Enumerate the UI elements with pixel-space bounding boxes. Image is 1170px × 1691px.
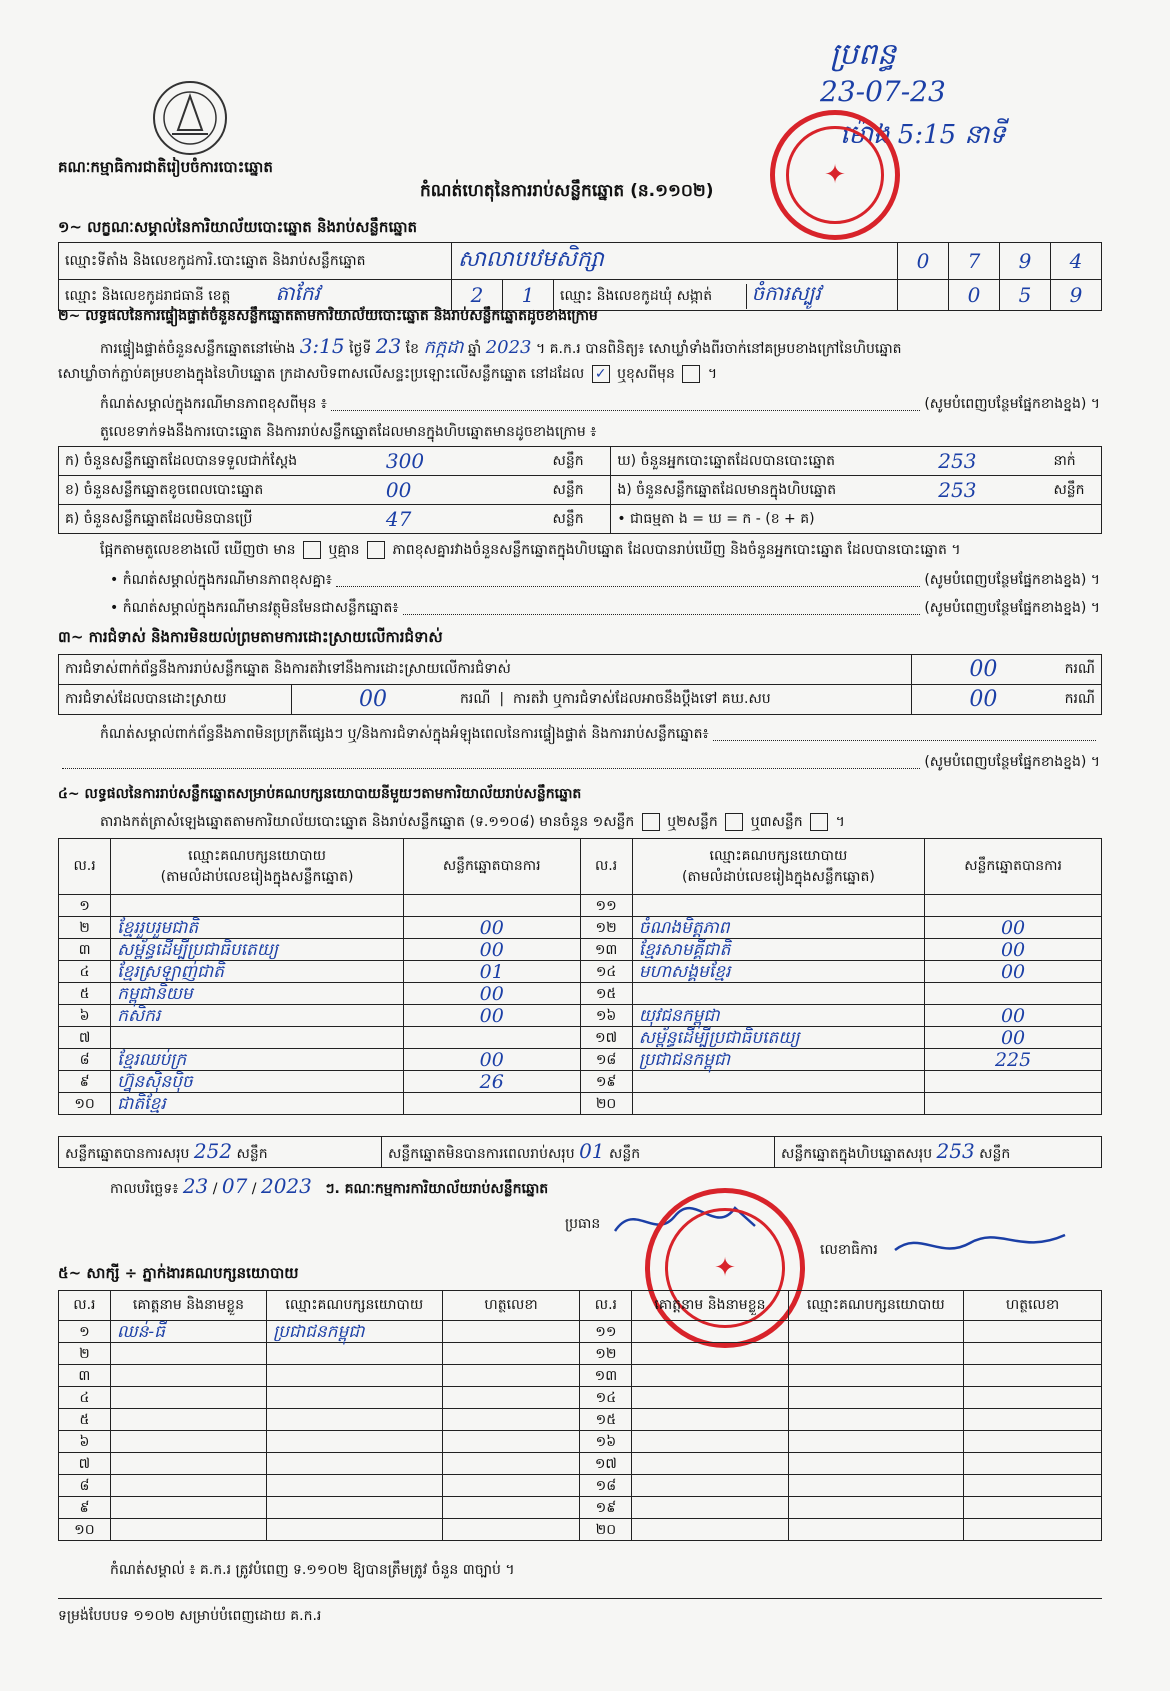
totals-table: សន្លឹកឆ្នោតបានការសរុប 252 សន្លឹក សន្លឹកឆ្នោតមិនបានការពេលរាប់សរុប 01 សន្លឹក សន្លឹកឆ្នោតក្នុងហិបឆ្នោតសរុប 253 សន្លឹក — [58, 1136, 1102, 1168]
witness-party: ប្រជាជនកម្ពុជា — [267, 1321, 443, 1343]
table-row — [59, 1497, 1102, 1519]
commune-value: ចំការស្បូវ — [751, 281, 821, 305]
witness-name — [632, 1453, 788, 1475]
date-line: កាលបរិច្ឆេទ៖ 23 / 07 / 2023 ៗ. គណៈកម្មការការិយាល័យរាប់សន្លឹកឆ្នោត — [110, 1174, 549, 1198]
check-month: កក្កដា — [423, 337, 464, 358]
row-number: ១៦ — [580, 1005, 632, 1027]
valid-votes: 00 — [925, 917, 1102, 939]
party-name: កម្ពុជានិយម — [111, 983, 404, 1005]
witness-party — [788, 1409, 964, 1431]
annotation-date: 23-07-23 — [820, 75, 946, 108]
table-row — [59, 895, 1102, 917]
witness-name — [632, 1321, 788, 1343]
witness-signature — [964, 1497, 1102, 1519]
row-number: ១២ — [580, 1343, 632, 1365]
party-name — [632, 983, 924, 1005]
row-number: ៨ — [59, 1475, 111, 1497]
formula-note: • ជាធម្មតា ង = ឃ = ក - (ខ + គ) — [611, 505, 1102, 534]
commune-code-1: 0 — [949, 280, 1000, 311]
date-month: 07 — [221, 1174, 248, 1198]
valid-votes: 00 — [403, 1005, 580, 1027]
row-number: ៥ — [59, 1409, 111, 1431]
witness-signature — [442, 1475, 580, 1497]
witness-signature — [442, 1321, 580, 1343]
witness-signature — [442, 1519, 580, 1541]
row-number: ៧ — [59, 1027, 111, 1049]
commune-label: ឈ្មោះ និងលេខកូដឃុំ សង្កាត់ — [554, 284, 747, 309]
total-invalid-value: 01 — [579, 1139, 605, 1163]
row-number: ៧ — [59, 1453, 111, 1475]
party-name: ខ្មែររួបរួមជាតិ — [111, 917, 404, 939]
row-d-value: 253 — [932, 447, 1047, 476]
valid-votes: 00 — [925, 939, 1102, 961]
commune-code-2: 5 — [1000, 280, 1051, 311]
province-code-2: 1 — [503, 280, 554, 311]
witness-signature — [442, 1365, 580, 1387]
party-name: ខ្មែរស្រឡាញ់ជាតិ — [111, 961, 404, 983]
row-number: ៤ — [59, 1387, 111, 1409]
resolved-value: 00 — [292, 685, 455, 715]
section2-heading: ២~ លទ្ធផលនៃការផ្ទៀងផ្ទាត់ចំនួនសន្លឹកឆ្នោតតាមការិយាល័យបោះឆ្នោត និងរាប់សន្លឹកឆ្នោតដូចខាងក្រោម — [58, 308, 598, 324]
row-number: ១៧ — [580, 1453, 632, 1475]
table-row — [59, 961, 1102, 983]
total-valid-label: សន្លឹកឆ្នោតបានការសរុប — [65, 1146, 190, 1162]
row-number: ៣ — [59, 939, 111, 961]
total-invalid-label: សន្លឹកឆ្នោតមិនបានការពេលរាប់សរុប — [388, 1146, 575, 1162]
two-sheet-checkbox[interactable] — [725, 813, 743, 831]
has-difference-checkbox[interactable] — [303, 541, 321, 559]
row-c-label: គ) ចំនួនសន្លឹកឆ្នោតដែលមិនបានប្រើ — [59, 505, 380, 534]
station-value: សាលាបឋមសិក្សា — [452, 243, 898, 280]
witness-party — [788, 1343, 964, 1365]
witness-name — [632, 1497, 788, 1519]
complaints-table: ការជំទាស់ពាក់ព័ន្ធនឹងការរាប់សន្លឹកឆ្នោត និងការតវ៉ាទៅនឹងការដោះស្រាយលើការជំទាស់ 00 ករណី ការជំទាស់ដែលបានដោះស្រាយ 00 ករណី | ការតវ៉ា ឬការជំទាស់ដែលអាចនឹងប្តឹងទៅ គឃ.សប 00 ករណី — [58, 654, 1102, 715]
date-day: 23 — [182, 1174, 209, 1198]
committee-name: គណៈកម្មាធិការជាតិរៀបចំការបោះឆ្នោត — [58, 158, 273, 176]
row-number: ១៤ — [580, 961, 632, 983]
total-valid-value: 252 — [193, 1139, 233, 1163]
party-name: យុវជនកម្ពុជា — [632, 1005, 924, 1027]
row-number: ៤ — [59, 961, 111, 983]
witness-signature — [442, 1387, 580, 1409]
witness-name — [632, 1519, 788, 1541]
witness-party — [267, 1453, 443, 1475]
station-code-3: 9 — [1000, 243, 1051, 280]
row-number: ២ — [59, 917, 111, 939]
valid-votes: 00 — [403, 1049, 580, 1071]
table-row — [59, 1027, 1102, 1049]
bullet2-line: • កំណត់សម្គាល់ក្នុងករណីមានវត្ថុមិនមែនជាសន្លឹកឆ្នោត៖ (សូមបំពេញបន្ថែមផ្នែកខាងខ្នង) ។ — [110, 600, 1100, 616]
witness-name — [110, 1519, 266, 1541]
valid-votes: 01 — [403, 961, 580, 983]
row-a-label: ក) ចំនួនសន្លឹកឆ្នោតដែលបានទទួលជាក់ស្តែង — [59, 447, 380, 476]
witness-party — [788, 1321, 964, 1343]
party-name: ចំណងមិត្តភាព — [632, 917, 924, 939]
witness-name — [632, 1475, 788, 1497]
row-a-value: 300 — [380, 447, 547, 476]
row-number: ១០ — [59, 1519, 111, 1541]
witness-name — [632, 1431, 788, 1453]
total-box-value: 253 — [936, 1139, 975, 1163]
valid-votes — [403, 1027, 580, 1049]
row-number: ១៨ — [580, 1049, 632, 1071]
table-row — [59, 1071, 1102, 1093]
table-row — [59, 917, 1102, 939]
witness-name — [110, 1365, 266, 1387]
witness-signature — [964, 1519, 1102, 1541]
row-number: ៦ — [59, 1431, 111, 1453]
station-code-1: 0 — [898, 243, 949, 280]
party-name: ហ្វ៊ុនស៊ិនប៉ិច — [111, 1071, 404, 1093]
valid-votes: 00 — [925, 961, 1102, 983]
witness-name — [632, 1343, 788, 1365]
witness-name — [632, 1365, 788, 1387]
witness-signature — [442, 1453, 580, 1475]
witness-party — [788, 1365, 964, 1387]
party-name: ខ្មែរសាមគ្គីជាតិ — [632, 939, 924, 961]
witness-signature — [442, 1409, 580, 1431]
valid-votes: 26 — [403, 1071, 580, 1093]
party-name: សម្ព័ន្ធដើម្បីប្រជាធិបតេយ្យ — [632, 1027, 924, 1049]
party-name: កសិករ — [111, 1005, 404, 1027]
sign-committee: ៗ. គណៈកម្មការការិយាល័យរាប់សន្លឹកឆ្នោត — [325, 1181, 549, 1197]
party-results-body — [59, 895, 1102, 1115]
section4-intro: តារាងកត់ត្រាសំឡេងឆ្នោតតាមការិយាល័យបោះឆ្នោត និងរាប់សន្លឹកឆ្នោត (ទ.១១០៨) មានចំនួន ១សន្លឹក ឬ២សន្លឹក ឬ៣សន្លឹក ។ — [100, 814, 845, 830]
witness-signature — [442, 1431, 580, 1453]
valid-votes — [403, 1093, 580, 1115]
row-e-label: ង) ចំនួនសន្លឹកឆ្នោតដែលមានក្នុងហិបឆ្នោត — [611, 476, 932, 505]
national-emblem-icon — [150, 78, 230, 158]
check-day: 23 — [375, 334, 402, 358]
section2-intro: តួលេខទាក់ទងនឹងការបោះឆ្នោត និងការរាប់សន្លឹកឆ្នោតដែលមានក្នុងហិបឆ្នោតមានដូចខាងក្រោម ៖ — [100, 424, 597, 440]
row-number: ១១ — [580, 895, 632, 917]
form-identifier: ទម្រង់បែបបទ ១១០២ សម្រាប់បំពេញដោយ គ.ក.រ — [58, 1608, 322, 1624]
three-sheet-checkbox[interactable] — [810, 813, 828, 831]
valid-votes: 00 — [925, 1027, 1102, 1049]
table-row — [59, 1005, 1102, 1027]
row-b-value: 00 — [380, 476, 547, 505]
witness-party — [788, 1453, 964, 1475]
valid-votes: 00 — [403, 939, 580, 961]
table-row — [59, 1431, 1102, 1453]
party-name — [111, 1027, 404, 1049]
witness-signature — [964, 1453, 1102, 1475]
changed-checkbox[interactable] — [682, 365, 700, 383]
row-number: ១២ — [580, 917, 632, 939]
row-number: ៨ — [59, 1049, 111, 1071]
ballot-count-table: ក) ចំនួនសន្លឹកឆ្នោតដែលបានទទួលជាក់ស្តែង 300 សន្លឹក ឃ) ចំនួនអ្នកបោះឆ្នោតដែលបានបោះឆ្នោត 253 នាក់ ខ) ចំនួនសន្លឹកឆ្នោតខូចពេលបោះឆ្នោត 00 សន្លឹក ង) ចំនួនសន្លឹកឆ្នោតដែលមានក្នុងហិបឆ្នោត 253 សន្លឹក គ) ចំនួនសន្លឹកឆ្នោតដែលមិនបានប្រើ 47 សន្លឹក • ជាធម្មតា ង = ឃ = ក - (ខ + គ) — [58, 446, 1102, 534]
witness-party — [267, 1409, 443, 1431]
section2-para2: សោឃ្លាំចាក់ភ្ជាប់គម្របខាងក្នុងនៃហិបឆ្នោត ក្រដាសបិទពាសលើសន្ទះប្រឡោះលើសន្លឹកឆ្នោត នៅដដែល ✓ ឬខុសពីមុន ។ — [58, 366, 718, 382]
section2-para1: ការផ្ទៀងផ្ទាត់ចំនួនសន្លឹកឆ្នោតនៅម៉ោង 3:15 ថ្ងៃទី 23 ខែ កក្កដា ឆ្នាំ 2023 ។ គ.ក.រ បានពិនិត្យ៖ សោឃ្លាំទាំងពីរចាក់នៅគម្របខាងក្រៅនៃហិបឆ្នោត — [100, 334, 902, 358]
row-number: ១៣ — [580, 1365, 632, 1387]
row-number: ១០ — [59, 1093, 111, 1115]
party-results-table: ល.រ ឈ្មោះគណបក្សនយោបាយ (តាមលំដាប់លេខរៀងក្នុងសន្លឹកឆ្នោត) សន្លឹកឆ្នោតបានការ ល.រ ឈ្មោះគណបក្សនយោបាយ (តាមលំដាប់លេខរៀងក្នុងសន្លឹកឆ្នោត) សន្លឹកឆ្នោតបានការ ១ ១១ ២ ខ្មែររួបរួមជាតិ 00 ១២ ចំណងមិត្តភាព 00 ៣ សម្ព័ន្ធដើម្បីប្រជាធិបតេយ្យ 00 ១៣ ខ្មែរសាមគ្គីជាតិ 00 ៤ ខ្មែរស្រឡាញ់ជាតិ 01 ១៤ មហាសង្គមខ្មែរ 00 ៥ កម្ពុជានិយម 00 ១៥ ៦ កសិករ 00 ១៦ យុវជនកម្ពុជា 00 ៧ ១៧ សម្ព័ន្ធដើម្បីប្រជាធិបតេយ្យ 00 ៨ ខ្មែរឈប់ក្រ 00 ១៨ ប្រជាជនកម្ពុជា 225 ៩ ហ្វ៊ុនស៊ិនប៉ិច 26 ១៩ ១០ ជាតិខ្មែរ ២០ — [58, 838, 1102, 1115]
check-year: 2023 — [485, 337, 532, 358]
table-row — [59, 1321, 1102, 1343]
complaint-value: 00 — [912, 655, 1055, 685]
no-difference-checkbox[interactable] — [367, 541, 385, 559]
footer-divider — [58, 1598, 1102, 1599]
valid-votes — [925, 983, 1102, 1005]
row-number: ២០ — [580, 1093, 632, 1115]
row-e-value: 253 — [932, 476, 1047, 505]
witness-name: ឈន់-ធី — [110, 1321, 266, 1343]
valid-votes: 225 — [925, 1049, 1102, 1071]
secretary-label: លេខាធិការ — [820, 1242, 878, 1258]
table-row — [59, 939, 1102, 961]
table-row — [59, 1519, 1102, 1541]
witness-signature — [964, 1431, 1102, 1453]
annotation-top: ប្រពន្ធ — [830, 37, 897, 72]
one-sheet-checkbox[interactable] — [642, 813, 660, 831]
row-number: ៩ — [59, 1497, 111, 1519]
witness-name — [110, 1409, 266, 1431]
witness-body — [59, 1321, 1102, 1541]
row-number: ៥ — [59, 983, 111, 1005]
witness-signature — [964, 1387, 1102, 1409]
complaint-label: ការជំទាស់ពាក់ព័ន្ធនឹងការរាប់សន្លឹកឆ្នោត និងការតវ៉ាទៅនឹងការដោះស្រាយលើការជំទាស់ — [59, 655, 912, 685]
witness-party — [267, 1365, 443, 1387]
witness-party — [267, 1343, 443, 1365]
witness-party — [267, 1519, 443, 1541]
row-d-label: ឃ) ចំនួនអ្នកបោះឆ្នោតដែលបានបោះឆ្នោត — [611, 447, 932, 476]
appeal-value: 00 — [912, 685, 1055, 715]
witness-party — [267, 1497, 443, 1519]
row-number: ១៩ — [580, 1071, 632, 1093]
page-title: កំណត់ហេតុនៃការរាប់សន្លឹកឆ្នោត (ន.១១០២) — [420, 181, 714, 201]
footer-note: កំណត់សម្គាល់ ៖ គ.ក.រ ត្រូវបំពេញ ទ.១១០២ ឱ្យបានត្រឹមត្រូវ ចំនួន ៣ច្បាប់ ។ — [110, 1562, 515, 1578]
province-code-1: 2 — [452, 280, 503, 311]
resolved-label: ការជំទាស់ដែលបានដោះស្រាយ — [59, 685, 292, 715]
witness-signature — [964, 1409, 1102, 1431]
row-number: ១៥ — [580, 1409, 632, 1431]
station-code-4: 4 — [1051, 243, 1102, 280]
row-number: ១៩ — [580, 1497, 632, 1519]
check-time: 3:15 — [299, 334, 345, 358]
witness-name — [110, 1453, 266, 1475]
table-row — [59, 1343, 1102, 1365]
table-row — [59, 1409, 1102, 1431]
table-row — [59, 1475, 1102, 1497]
section3-heading: ៣~ ការជំទាស់ និងការមិនយល់ព្រមតាមការដោះស្រាយលើការជំទាស់ — [58, 628, 443, 646]
secretary-signature-icon — [890, 1225, 1070, 1265]
difference-line: ផ្អែកតាមតួលេខខាងលើ ឃើញថា មាន ឬគ្មាន ភាពខុសគ្នារវាងចំនួនសន្លឹកឆ្នោតក្នុងហិបឆ្នោត ដែលបានរាប់ឃើញ និងចំនួនអ្នកបោះឆ្នោត ដែលបានបោះឆ្នោត ។ — [100, 542, 961, 558]
table-row — [59, 1387, 1102, 1409]
valid-votes: 00 — [403, 983, 580, 1005]
party-name: មហាសង្គមខ្មែរ — [632, 961, 924, 983]
valid-votes — [925, 895, 1102, 917]
annotation-time: ម៉ោង 5:15 នាទី — [840, 120, 1006, 150]
section3-note: កំណត់សម្គាល់ពាក់ព័ន្ធនឹងភាពមិនប្រក្រតីផ្សេងៗ ឬ/និងការជំទាស់ក្នុងអំឡុងពេលនៃការផ្ទៀងផ្ទាត់ និងការរាប់សន្លឹកឆ្នោត៖ — [100, 724, 1100, 745]
row-number: ១៦ — [580, 1431, 632, 1453]
valid-votes: 00 — [925, 1005, 1102, 1027]
table-row — [59, 1049, 1102, 1071]
row-number: ១៤ — [580, 1387, 632, 1409]
witness-party — [788, 1519, 964, 1541]
row-b-label: ខ) ចំនួនសន្លឹកឆ្នោតខូចពេលបោះឆ្នោត — [59, 476, 380, 505]
committee-seal-icon: ✦ — [645, 1188, 805, 1348]
table-row — [59, 1365, 1102, 1387]
row-number: ៦ — [59, 1005, 111, 1027]
witness-party — [267, 1431, 443, 1453]
row-number: ១៧ — [580, 1027, 632, 1049]
valid-votes: 00 — [403, 917, 580, 939]
total-box-label: សន្លឹកឆ្នោតក្នុងហិបឆ្នោតសរុប — [781, 1146, 933, 1162]
witness-name — [110, 1431, 266, 1453]
witness-party — [788, 1387, 964, 1409]
witness-name — [110, 1387, 266, 1409]
witness-name — [110, 1343, 266, 1365]
valid-votes — [925, 1093, 1102, 1115]
witness-party — [267, 1475, 443, 1497]
row-number: ២ — [59, 1343, 111, 1365]
province-value: តាកែវ — [275, 281, 320, 305]
party-name: សម្ព័ន្ធដើម្បីប្រជាធិបតេយ្យ — [111, 939, 404, 961]
section4-heading: ៤~ លទ្ធផលនៃការរាប់សន្លឹកឆ្នោតសម្រាប់គណបក្សនយោបាយនីមួយៗតាមការិយាល័យរាប់សន្លឹកឆ្នោត — [58, 786, 582, 802]
witness-name — [110, 1475, 266, 1497]
row-number: ១៨ — [580, 1475, 632, 1497]
official-seal-icon: ✦ — [770, 110, 900, 240]
party-name: ប្រជាជនកម្ពុជា — [632, 1049, 924, 1071]
unchanged-checkbox[interactable]: ✓ — [592, 365, 610, 383]
row-number: ១១ — [580, 1321, 632, 1343]
witness-signature — [442, 1497, 580, 1519]
witness-name — [110, 1497, 266, 1519]
party-name — [111, 895, 404, 917]
row-number: ១៥ — [580, 983, 632, 1005]
witness-party — [788, 1497, 964, 1519]
table-row — [59, 983, 1102, 1005]
witness-party — [788, 1431, 964, 1453]
province-label: ឈ្មោះ និងលេខកូដរាជធានី ខេត្ត — [65, 288, 231, 304]
witness-signature — [964, 1321, 1102, 1343]
witness-signature — [442, 1343, 580, 1365]
station-code-2: 7 — [949, 243, 1000, 280]
station-label: ឈ្មោះទីតាំង និងលេខកូដការិ.បោះឆ្នោត និងរាប់សន្លឹកឆ្នោត — [59, 243, 452, 280]
witness-name — [632, 1387, 788, 1409]
section3-note-end: (សូមបំពេញបន្ថែមផ្នែកខាងខ្នង) ។ — [58, 752, 1100, 773]
witness-signature — [964, 1475, 1102, 1497]
witness-table: ល.រ គោត្តនាម និងនាមខ្លួន ឈ្មោះគណបក្សនយោបាយ ហត្ថលេខា ល.រ គោត្តនាម និងនាមខ្លួន ឈ្មោះគណបក្សនយោបាយ ហត្ថលេខា ១ ឈន់-ធី ប្រជាជនកម្ពុជា ១១ ២ ១២ ៣ ១៣ ៤ ១៤ ៥ ១៥ ៦ ១៦ ៧ ១៧ ៨ ១៨ ៩ ១៩ ១០ ២០ — [58, 1290, 1102, 1541]
witness-party — [267, 1387, 443, 1409]
station-info-table — [58, 242, 1102, 311]
section1-heading: ១~ លក្ខណៈសម្គាល់នៃការិយាល័យបោះឆ្នោត និងរាប់សន្លឹកឆ្នោត — [58, 218, 418, 236]
party-name: ខ្មែរឈប់ក្រ — [111, 1049, 404, 1071]
row-number: ១ — [59, 895, 111, 917]
date-year: 2023 — [260, 1174, 312, 1198]
valid-votes — [403, 895, 580, 917]
party-name: ជាតិខ្មែរ — [111, 1093, 404, 1115]
bullet1-line: • កំណត់សម្គាល់ក្នុងករណីមានភាពខុសគ្នា៖ (សូមបំពេញបន្ថែមផ្នែកខាងខ្នង) ។ — [110, 572, 1100, 588]
witness-name — [632, 1409, 788, 1431]
table-row — [59, 1093, 1102, 1115]
valid-votes — [925, 1071, 1102, 1093]
row-number: ២០ — [580, 1519, 632, 1541]
section2-note-line: កំណត់សម្គាល់ក្នុងករណីមានភាពខុសពីមុន ៖ (សូមបំពេញបន្ថែមផ្នែកខាងខ្នង) ។ — [100, 396, 1100, 412]
party-name — [632, 895, 924, 917]
row-number: ៣ — [59, 1365, 111, 1387]
row-c-value: 47 — [380, 505, 547, 534]
section5-heading: ៥~ សាក្សី ÷ ភ្នាក់ងារគណបក្សនយោបាយ — [58, 1264, 299, 1282]
party-name — [632, 1071, 924, 1093]
row-number: ១៣ — [580, 939, 632, 961]
witness-signature — [964, 1365, 1102, 1387]
row-number: ១ — [59, 1321, 111, 1343]
witness-signature — [964, 1343, 1102, 1365]
party-name — [632, 1093, 924, 1115]
witness-party — [788, 1475, 964, 1497]
chair-label: ប្រធាន — [565, 1216, 601, 1232]
commune-code-3: 9 — [1051, 280, 1102, 311]
table-row — [59, 1453, 1102, 1475]
appeal-label: ការតវ៉ា ឬការជំទាស់ដែលអាចនឹងប្តឹងទៅ គឃ.សប — [512, 691, 771, 707]
row-number: ៩ — [59, 1071, 111, 1093]
